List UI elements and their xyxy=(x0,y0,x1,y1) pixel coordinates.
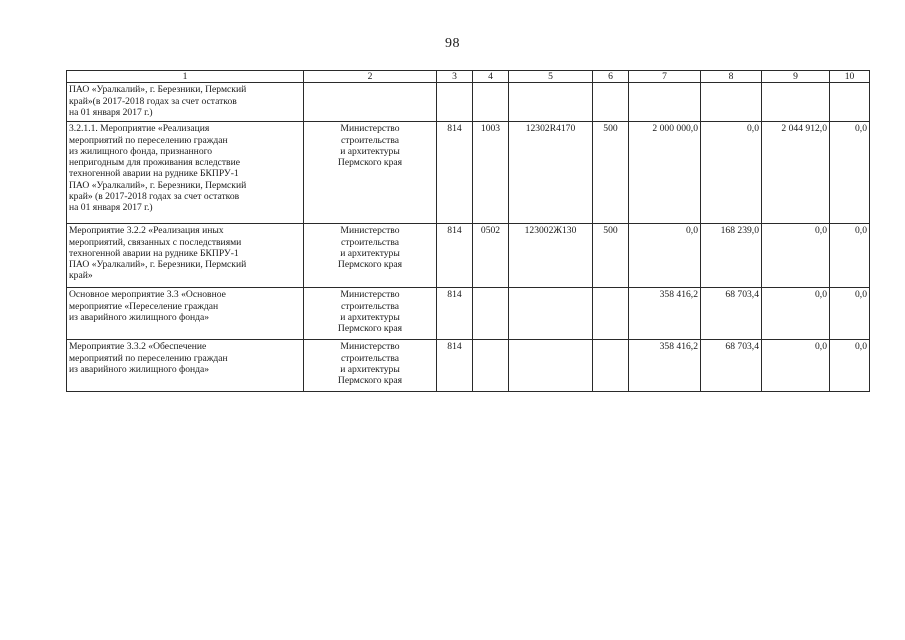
executor-cell xyxy=(304,288,437,340)
amount-col10-cell: 0,0 xyxy=(830,122,870,224)
amount-col10-cell: 0,0 xyxy=(830,340,870,392)
amount-col8-cell: 68 703,4 xyxy=(701,340,762,392)
column-header: 5 xyxy=(509,71,593,83)
executor-line: и архитектуры xyxy=(340,247,400,259)
activity-name-line: мероприятий по переселению граждан xyxy=(69,134,228,146)
executor-line: Министерство xyxy=(340,289,400,301)
activity-name-line: техногенной аварии на руднике БКПРУ-1 xyxy=(69,247,239,259)
activity-name-line: на 01 января 2017 г.) xyxy=(69,106,153,118)
executor-line: Пермского края xyxy=(337,157,403,169)
activity-name-line: техногенной аварии на руднике БКПРУ-1 xyxy=(69,168,239,180)
activity-name-line: Мероприятие 3.3.2 «Обеспечение xyxy=(69,341,207,353)
glavnyi-rasporyaditel-cell: 814 xyxy=(437,122,473,224)
activity-name-line: мероприятий, связанных с последствиями xyxy=(69,236,242,248)
executor-cell xyxy=(304,83,437,122)
executor-line: строительства xyxy=(340,300,400,312)
executor-line: Министерство xyxy=(340,341,400,353)
vid-rashodov-cell xyxy=(593,288,629,340)
table-row xyxy=(67,340,870,392)
amount-col7-cell: 358 416,2 xyxy=(629,288,701,340)
glavnyi-rasporyaditel-cell xyxy=(437,83,473,122)
glavnyi-rasporyaditel-cell: 814 xyxy=(437,340,473,392)
amount-col8-cell: 68 703,4 xyxy=(701,288,762,340)
activity-name-cell xyxy=(67,83,304,122)
activity-name-line: из аварийного жилищного фонда» xyxy=(69,363,210,375)
amount-col7-cell: 0,0 xyxy=(629,224,701,288)
glavnyi-rasporyaditel-cell: 814 xyxy=(437,224,473,288)
celevaya-statya-cell xyxy=(509,288,593,340)
amount-col9-cell xyxy=(762,83,830,122)
amount-col10-cell: 0,0 xyxy=(830,224,870,288)
vid-rashodov-cell xyxy=(593,83,629,122)
amount-col10-cell: 0,0 xyxy=(830,288,870,340)
executor-line: Министерство xyxy=(340,225,400,237)
activity-name-cell xyxy=(67,340,304,392)
vid-rashodov-cell xyxy=(593,340,629,392)
executor-line: строительства xyxy=(340,134,400,146)
column-header: 2 xyxy=(304,71,437,83)
column-header: 10 xyxy=(830,71,870,83)
glavnyi-rasporyaditel-cell: 814 xyxy=(437,288,473,340)
executor-cell xyxy=(304,122,437,224)
activity-name-cell xyxy=(67,224,304,288)
activity-name-line: край» (в 2017-2018 годах за счет остатков xyxy=(69,191,240,203)
activity-name-line: ПАО «Уралкалий», г. Березники, Пермский xyxy=(69,179,247,191)
page-number: 98 xyxy=(445,36,460,51)
activity-name-line: непригодным для проживания вследствие xyxy=(69,157,240,169)
executor-cell xyxy=(304,340,437,392)
column-header: 1 xyxy=(67,71,304,83)
executor-line: и архитектуры xyxy=(340,145,400,157)
vid-rashodov-cell: 500 xyxy=(593,224,629,288)
executor-line: Министерство xyxy=(340,123,400,135)
activity-name-line: край» xyxy=(69,270,93,282)
activity-name-line: на 01 января 2017 г.) xyxy=(69,202,153,214)
activity-name-line: мероприятие «Переселение граждан xyxy=(69,300,219,312)
activity-name-line: Основное мероприятие 3.3 «Основное xyxy=(69,289,226,301)
activity-name-cell xyxy=(67,288,304,340)
table-row xyxy=(67,122,870,224)
amount-col7-cell: 358 416,2 xyxy=(629,340,701,392)
vid-rashodov-cell: 500 xyxy=(593,122,629,224)
executor-line: Пермского края xyxy=(337,323,403,335)
column-header: 3 xyxy=(437,71,473,83)
activity-name-cell xyxy=(67,122,304,224)
amount-col7-cell: 2 000 000,0 xyxy=(629,122,701,224)
activity-name-line: из аварийного жилищного фонда» xyxy=(69,311,210,323)
amount-col8-cell xyxy=(701,83,762,122)
executor-line: и архитектуры xyxy=(340,311,400,323)
razdel-cell xyxy=(473,83,509,122)
amount-col9-cell: 0,0 xyxy=(762,288,830,340)
executor-line: и архитектуры xyxy=(340,363,400,375)
executor-cell xyxy=(304,224,437,288)
column-header-row xyxy=(67,71,870,83)
celevaya-statya-cell: 12302R4170 xyxy=(509,122,593,224)
razdel-cell xyxy=(473,288,509,340)
amount-col10-cell xyxy=(830,83,870,122)
activity-name-line: ПАО «Уралкалий», г. Березники, Пермский xyxy=(69,84,247,96)
table-row xyxy=(67,224,870,288)
amount-col9-cell: 0,0 xyxy=(762,224,830,288)
column-header: 9 xyxy=(762,71,830,83)
celevaya-statya-cell xyxy=(509,340,593,392)
executor-line: строительства xyxy=(340,236,400,248)
table-row xyxy=(67,288,870,340)
celevaya-statya-cell xyxy=(509,83,593,122)
activity-name-line: Мероприятие 3.2.2 «Реализация иных xyxy=(69,225,224,237)
celevaya-statya-cell: 123002Ж130 xyxy=(509,224,593,288)
activity-name-line: из жилищного фонда, признанного xyxy=(69,145,213,157)
razdel-cell: 1003 xyxy=(473,122,509,224)
executor-line: Пермского края xyxy=(337,259,403,271)
table-body xyxy=(67,71,870,392)
activity-name-line: мероприятий по переселению граждан xyxy=(69,352,228,364)
activity-name-line: ПАО «Уралкалий», г. Березники, Пермский xyxy=(69,259,247,271)
activity-name-line: 3.2.1.1. Мероприятие «Реализация xyxy=(69,123,210,135)
amount-col8-cell: 168 239,0 xyxy=(701,224,762,288)
table-row xyxy=(67,83,870,122)
razdel-cell xyxy=(473,340,509,392)
activity-name-line: край»(в 2017-2018 годах за счет остатков xyxy=(69,95,237,107)
column-header: 4 xyxy=(473,71,509,83)
amount-col8-cell: 0,0 xyxy=(701,122,762,224)
amount-col9-cell: 0,0 xyxy=(762,340,830,392)
column-header: 6 xyxy=(593,71,629,83)
executor-line: строительства xyxy=(340,352,400,364)
amount-col9-cell: 2 044 912,0 xyxy=(762,122,830,224)
column-header: 7 xyxy=(629,71,701,83)
budget-table xyxy=(66,70,870,392)
razdel-cell: 0502 xyxy=(473,224,509,288)
executor-line: Пермского края xyxy=(337,375,403,387)
amount-col7-cell xyxy=(629,83,701,122)
column-header: 8 xyxy=(701,71,762,83)
